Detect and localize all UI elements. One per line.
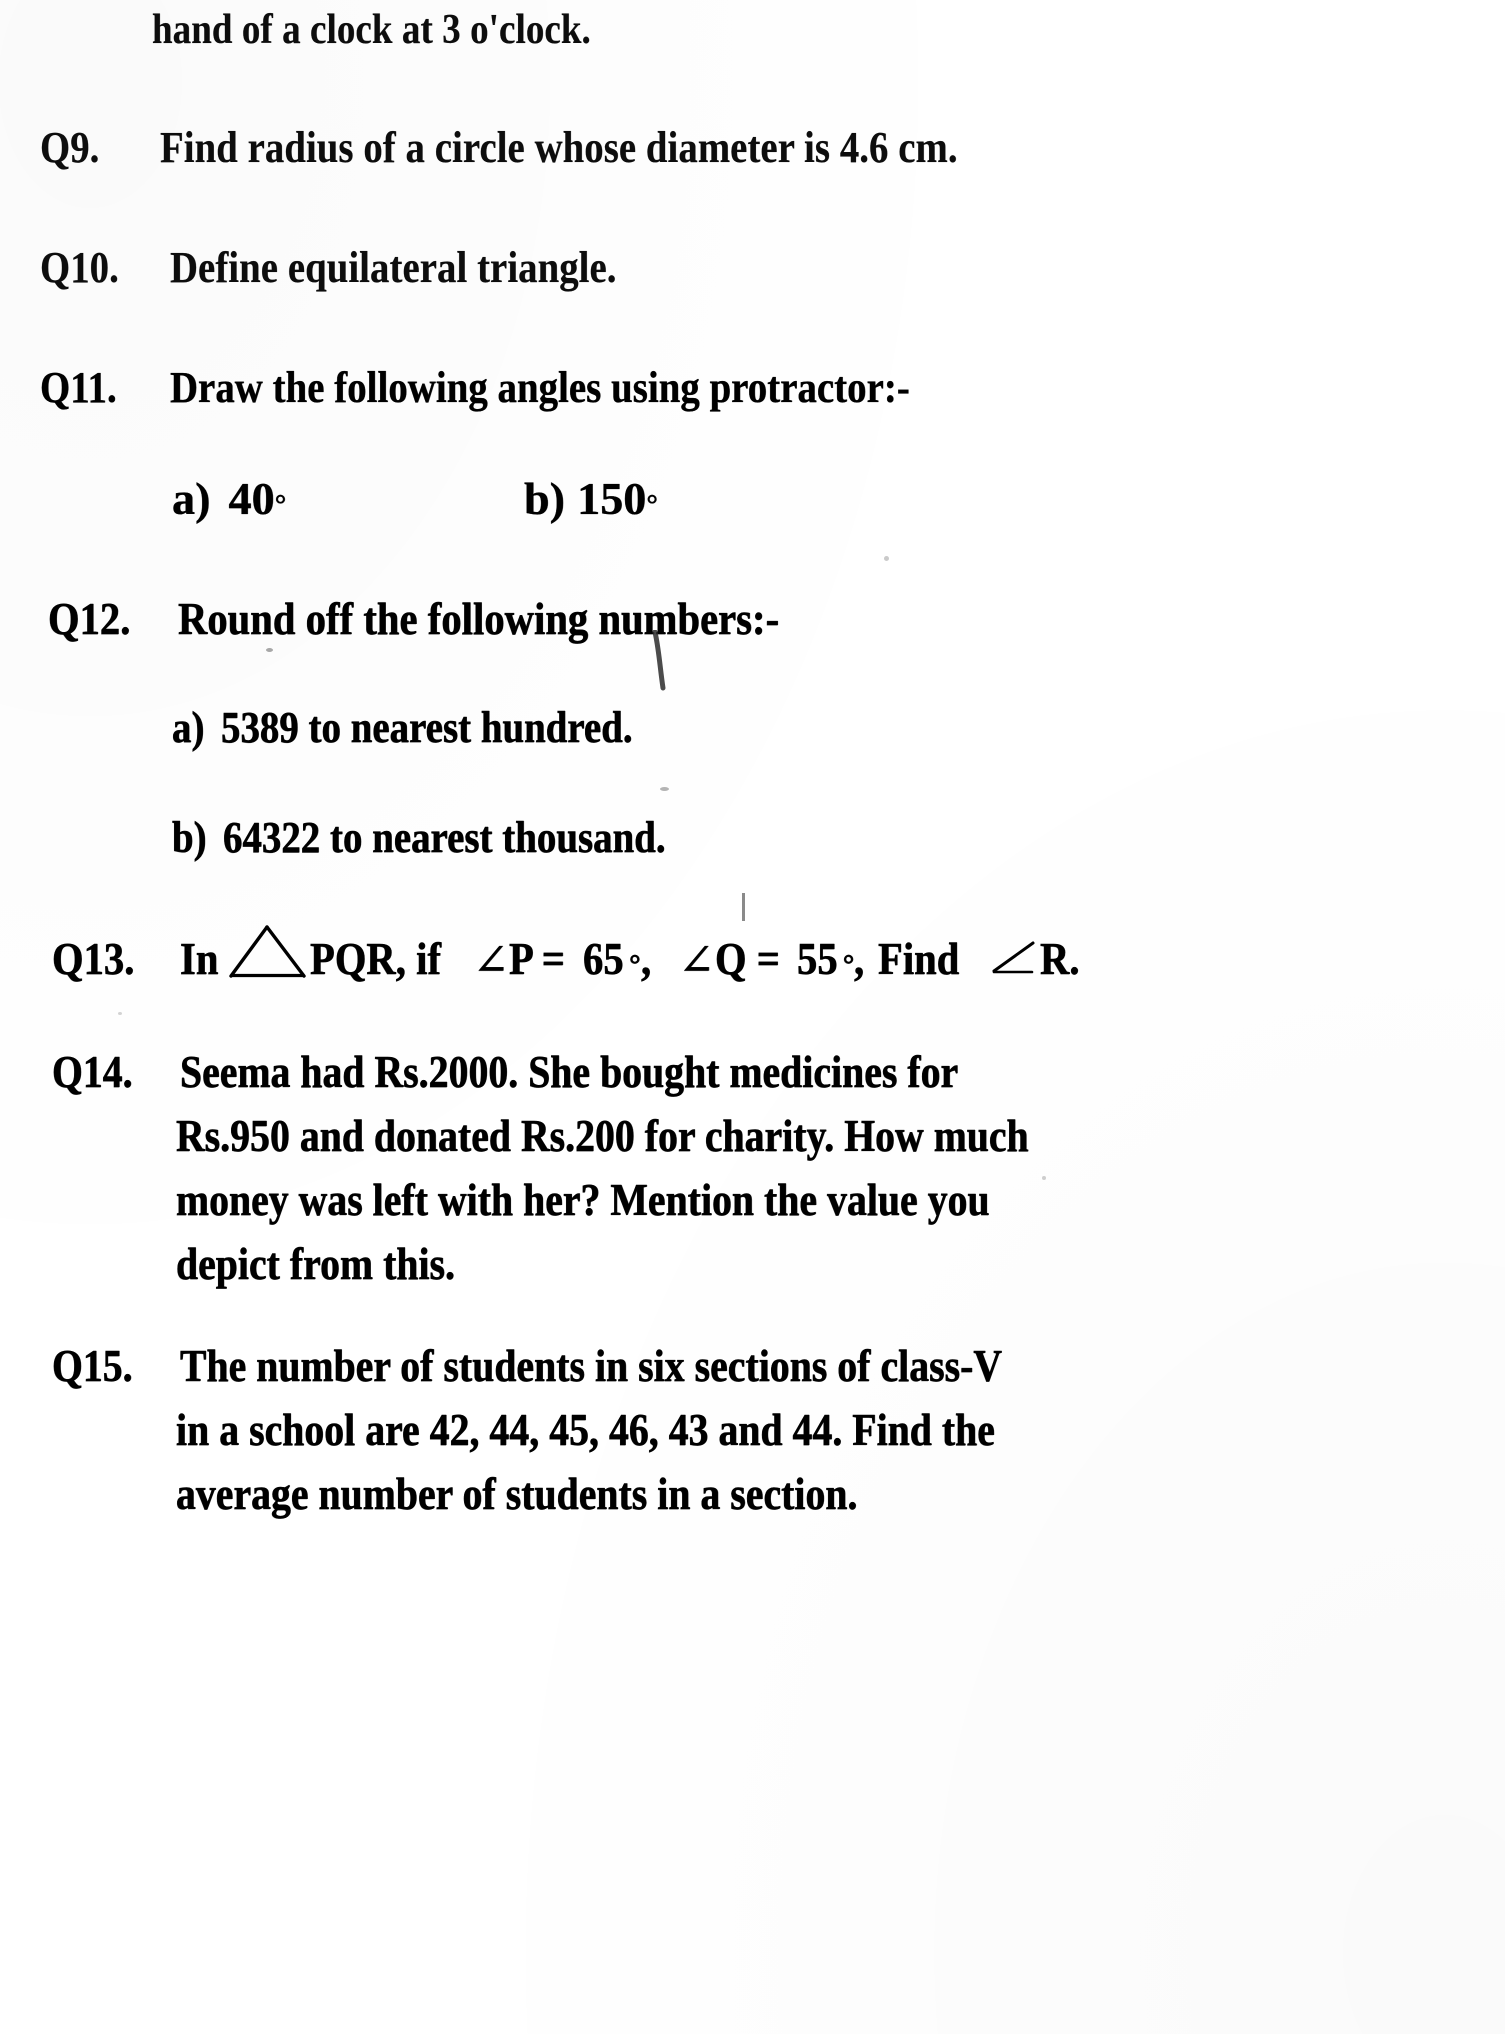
question-text-q10: Define equilateral triangle.: [170, 243, 617, 292]
q13-angle-q-label: Q =: [714, 933, 780, 984]
question-q15: [52, 1340, 1114, 1392]
question-q15-line-2: in a school are 42, 44, 45, 46, 43 and 44. Find the: [176, 1405, 995, 1455]
question-q11-option-b: b) 150 °: [524, 473, 658, 524]
question-q9: [40, 122, 1066, 173]
question-q12: [48, 592, 861, 645]
option-label-a: a): [172, 473, 211, 524]
question-number-q15: Q15.: [52, 1341, 133, 1391]
question-q11: [40, 362, 1011, 413]
question-q13: Q13. In PQR, if ∠ P = 65 ° , ∠ Q = 55 ° , Find R.: [52, 918, 1085, 985]
q13-comma-2: ,: [854, 933, 865, 984]
scan-speck-1: [266, 648, 273, 652]
q13-angle-r-label: R.: [1040, 933, 1080, 984]
q13-angle-p-value: 65: [582, 933, 624, 984]
stray-pen-mark-2: [742, 893, 745, 921]
question-q15-line-3: average number of students in a section.: [176, 1469, 858, 1519]
option-value-b: 150: [577, 473, 647, 524]
q13-find-label: Find: [877, 933, 960, 984]
question-text-q11: Draw the following angles using protractor:-: [170, 363, 910, 412]
option-text-q12-b: 64322 to nearest thousand.: [223, 813, 666, 862]
q13-comma: ,: [640, 933, 651, 984]
question-text-q15-line-1: The number of students in six sections of class-V: [180, 1341, 1003, 1391]
question-number-q13: Q13.: [52, 933, 135, 984]
question-q12-option-b: [172, 812, 726, 863]
scan-speck-3: [884, 556, 889, 561]
q13-vertices: PQR, if: [309, 933, 441, 984]
question-q14-line-4: depict from this.: [176, 1239, 456, 1289]
angle-symbol-p: ∠: [472, 937, 510, 985]
question-q10: [40, 242, 677, 293]
question-text-q14-line-1: Seema had Rs.2000. She bought medicines for: [180, 1047, 959, 1097]
question-q14: [52, 1046, 1064, 1098]
question-q11-option-a: a) 40 °: [172, 473, 287, 524]
continued-text-line: hand of a clock at 3 o'clock.: [152, 7, 591, 53]
option-label-b: b): [524, 473, 566, 524]
question-number-q11: Q11.: [40, 363, 117, 412]
question-number-q9: Q9.: [40, 123, 100, 172]
scan-speck-5: [118, 1012, 122, 1015]
option-label-q12-a: a): [172, 703, 205, 752]
q13-angle-p-label: P =: [509, 933, 566, 984]
option-text-q12-a: 5389 to nearest hundred.: [220, 703, 633, 752]
question-text-q9: Find radius of a circle whose diameter is 4.6 cm.: [160, 123, 958, 172]
scan-speck-2: [660, 787, 669, 791]
question-text-q12: Round off the following numbers:-: [178, 593, 780, 644]
option-label-q12-b: b): [172, 813, 207, 862]
angle-symbol-r-icon: [988, 938, 1040, 978]
question-q14-line-3: money was left with her? Mention the value you: [176, 1175, 990, 1225]
q13-prefix: In: [180, 933, 219, 984]
question-number-q10: Q10.: [40, 243, 119, 292]
option-value-a: 40: [228, 473, 275, 524]
question-q12-option-a: [172, 702, 689, 753]
angle-symbol-q: ∠: [678, 937, 715, 985]
triangle-icon: [224, 924, 310, 980]
question-number-q14: Q14.: [52, 1047, 133, 1097]
question-q14-line-2: Rs.950 and donated Rs.200 for charity. How much: [176, 1111, 1029, 1161]
q13-angle-q-value: 55: [796, 933, 838, 984]
question-number-q12: Q12.: [48, 593, 131, 644]
